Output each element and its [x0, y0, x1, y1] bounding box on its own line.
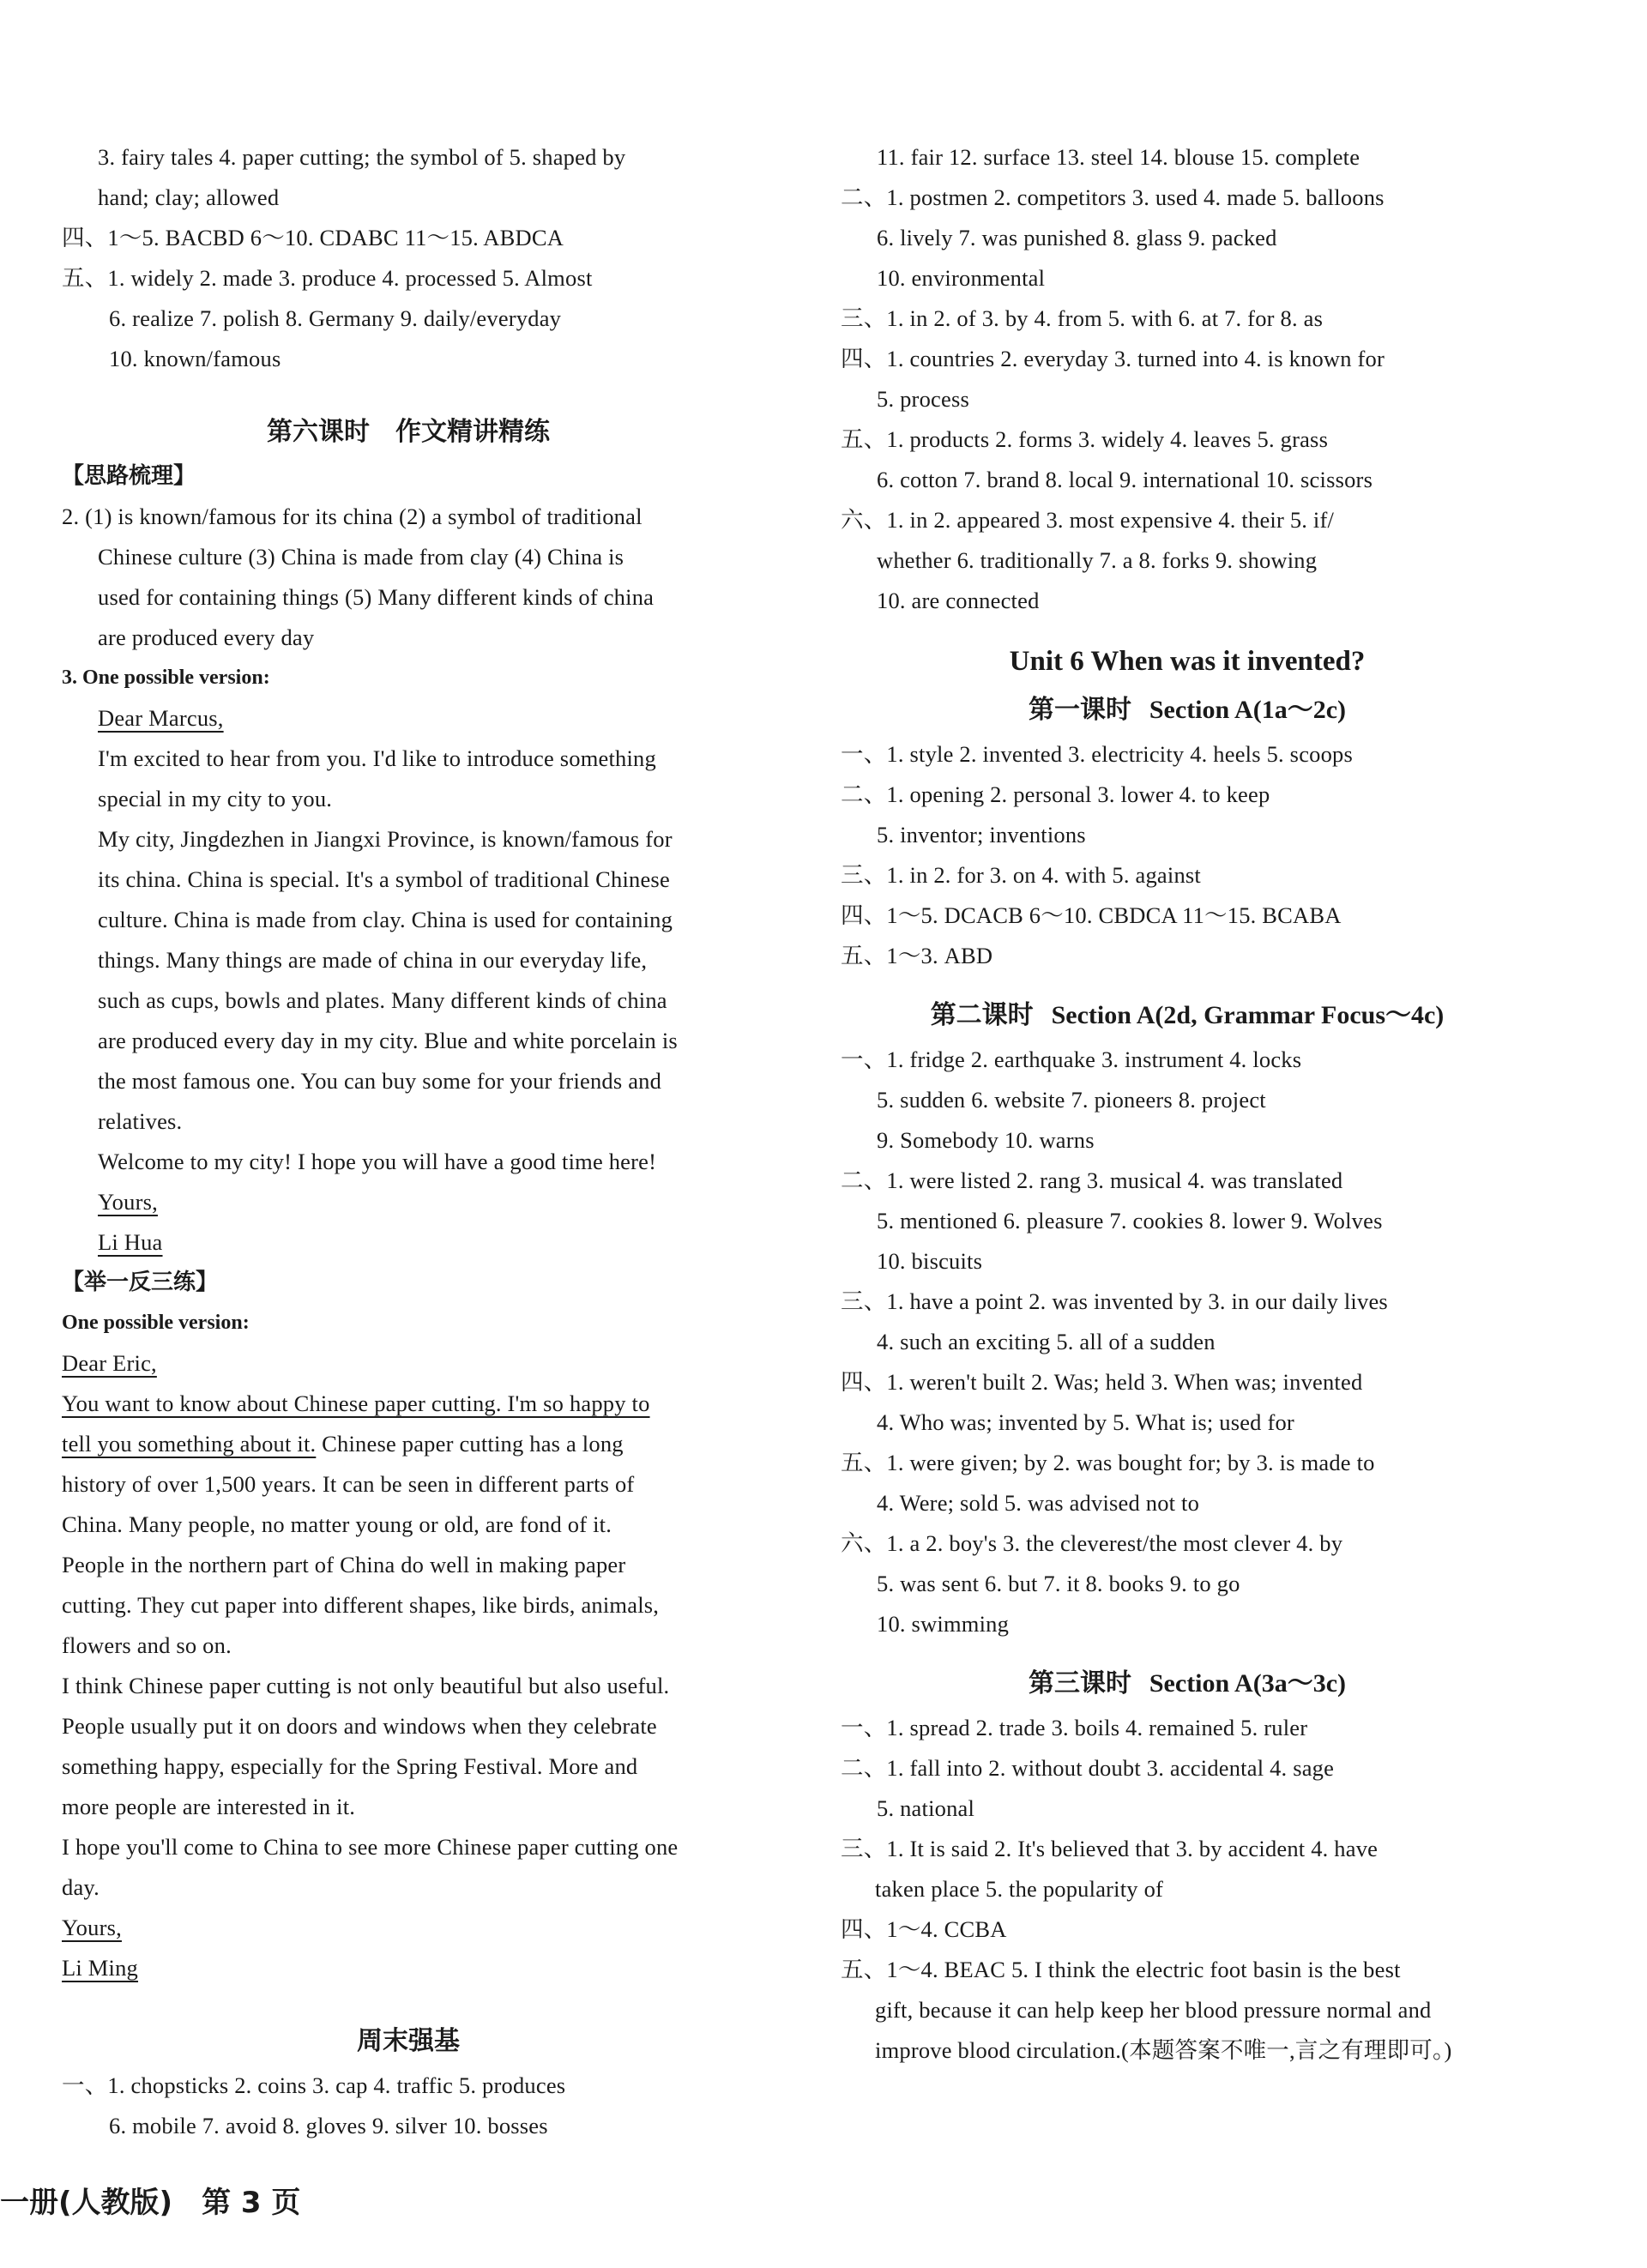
answer-line: 三、1. have a point 2. was invented by 3. in our daily lives: [841, 1288, 1388, 1314]
letter-line: I hope you'll come to China to see more Chinese paper cutting one: [62, 1834, 679, 1860]
answer-line: whether 6. traditionally 7. a 8. forks 9. showing: [877, 547, 1318, 573]
answer-line: 5. national: [877, 1795, 975, 1821]
section-title: 第六课时 作文精讲精练: [267, 417, 550, 447]
answer-line: 六、1. in 2. appeared 3. most expensive 4. their 5. if/: [841, 507, 1335, 533]
answer-line: 5. mentioned 6. pleasure 7. cookies 8. lower 9. Wolves: [877, 1208, 1383, 1234]
letter-line: something happy, especially for the Spring Festival. More and: [62, 1753, 638, 1779]
answer-line: gift, because it can help keep her blood pressure normal and: [875, 1997, 1432, 2023]
letter-line: China. Many people, no matter young or old, are fond of it.: [62, 1511, 612, 1537]
lesson-title: 第三课时 Section A(3a～3c): [1028, 1668, 1347, 1698]
answer-line: 六、1. a 2. boy's 3. the cleverest/the most clever 4. by: [841, 1530, 1343, 1556]
answer-line: 4. Who was; invented by 5. What is; used for: [877, 1409, 1294, 1435]
answer-line: 五、1～3. ABD: [841, 943, 993, 968]
answer-line: 5. was sent 6. but 7. it 8. books 9. to go: [877, 1571, 1240, 1596]
section-heading: 【举一反三练】: [62, 1270, 219, 1295]
letter-line: day.: [62, 1874, 100, 1900]
answer-line: 二、1. postmen 2. competitors 3. used 4. made 5. balloons: [841, 184, 1385, 210]
answer-line: 3. fairy tales 4. paper cutting; the symbol of 5. shaped by: [98, 144, 626, 170]
answer-line: hand; clay; allowed: [98, 184, 280, 210]
letter-line: are produced every day in my city. Blue and white porcelain is: [98, 1028, 678, 1053]
letter-line: more people are interested in it.: [62, 1794, 356, 1819]
right-column: [841, 137, 1534, 2071]
answer-line: 一、1. style 2. invented 3. electricity 4. heels 5. scoops: [841, 741, 1354, 767]
letter-line: My city, Jingdezhen in Jiangxi Province, is known/famous for: [98, 826, 673, 852]
answer-line: 6. lively 7. was punished 8. glass 9. packed: [877, 225, 1277, 250]
answer-line: 4. Were; sold 5. was advised not to: [877, 1490, 1200, 1516]
answer-line: 2. (1) is known/famous for its china (2) a symbol of traditional: [62, 504, 643, 529]
answer-line: 四、1～4. CCBA: [841, 1916, 1007, 1942]
answer-line: 10. known/famous: [109, 346, 281, 371]
answer-line: 一、1. spread 2. trade 3. boils 4. remained 5. ruler: [841, 1715, 1308, 1740]
letter-line: culture. China is made from clay. China is used for containing: [98, 907, 673, 932]
answer-line: 四、1～5. BACBD 6～10. CDABC 11～15. ABDCA: [62, 225, 564, 250]
letter-salutation: Dear Marcus,: [98, 705, 224, 731]
answer-line: 五、1. products 2. forms 3. widely 4. leaves 5. grass: [841, 426, 1329, 452]
letter-line: the most famous one. You can buy some for your friends and: [98, 1068, 662, 1094]
answer-line: 二、1. fall into 2. without doubt 3. accidental 4. sage: [841, 1755, 1335, 1781]
section-heading: 【思路梳理】: [62, 463, 196, 489]
answer-line: 5. process: [877, 386, 969, 412]
letter-line: special in my city to you.: [98, 786, 333, 811]
answer-line: 三、1. in 2. for 3. on 4. with 5. against: [841, 862, 1201, 888]
answer-line: 5. inventor; inventions: [877, 822, 1086, 847]
answer-line: 6. realize 7. polish 8. Germany 9. daily/everyday: [109, 305, 562, 331]
answer-line: are produced every day: [98, 624, 315, 650]
letter-line: flowers and so on.: [62, 1632, 232, 1658]
letter-line: such as cups, bowls and plates. Many different kinds of china: [98, 987, 667, 1013]
lesson-title: 第二课时 Section A(2d, Grammar Focus～4c): [930, 1000, 1445, 1030]
answer-line: 9. Somebody 10. warns: [877, 1127, 1095, 1153]
unit-title: Unit 6 When was it invented?: [1009, 646, 1366, 677]
answer-line: 一、1. chopsticks 2. coins 3. cap 4. traffic 5. produces: [62, 2072, 566, 2098]
lesson-title: 第一课时 Section A(1a～2c): [1028, 695, 1347, 725]
answer-line: used for containing things (5) Many different kinds of china: [98, 584, 655, 610]
page-footer: 一册(人教版) 第 3 页: [0, 2186, 301, 2220]
answer-line: 5. sudden 6. website 7. pioneers 8. project: [877, 1087, 1266, 1113]
answer-line: taken place 5. the popularity of: [875, 1876, 1164, 1902]
letter-line: cutting. They cut paper into different shapes, like birds, animals,: [62, 1592, 660, 1618]
letter-line: relatives.: [98, 1108, 183, 1134]
answer-line: 五、1. were given; by 2. was bought for; by 3. is made to: [841, 1450, 1375, 1475]
answer-line: 四、1. countries 2. everyday 3. turned into 4. is known for: [841, 346, 1385, 371]
answer-line: improve blood circulation.(本题答案不唯一,言之有理即可。): [875, 2037, 1452, 2063]
letter-salutation: Dear Eric,: [62, 1350, 157, 1376]
letter-line: its china. China is special. It's a symbol of traditional Chinese: [98, 866, 670, 892]
letter-line: People in the northern part of China do well in making paper: [62, 1552, 626, 1577]
answer-line: 二、1. were listed 2. rang 3. musical 4. was translated: [841, 1167, 1343, 1193]
answer-line: 10. environmental: [877, 265, 1046, 291]
letter-line: things. Many things are made of china in our everyday life,: [98, 947, 648, 973]
answer-line: 10. are connected: [877, 588, 1040, 613]
letter-line: You want to know about Chinese paper cutting. I'm so happy to: [62, 1390, 650, 1416]
letter-line: I think Chinese paper cutting is not only beautiful but also useful.: [62, 1673, 670, 1698]
possible-version-label: 3. One possible version:: [62, 667, 270, 689]
letter-line: People usually put it on doors and windows when they celebrate: [62, 1713, 657, 1739]
answer-line: 四、1. weren't built 2. Was; held 3. When was; invented: [841, 1369, 1363, 1395]
possible-version-label: One possible version:: [62, 1312, 250, 1334]
left-column: [62, 137, 755, 2146]
answer-line: 6. mobile 7. avoid 8. gloves 9. silver 10. bosses: [109, 2113, 548, 2138]
answer-line: 五、1～4. BEAC 5. I think the electric foot basin is the best: [841, 1957, 1401, 1982]
answer-line: 三、1. in 2. of 3. by 4. from 5. with 6. at 7. for 8. as: [841, 305, 1324, 331]
answer-line: 11. fair 12. surface 13. steel 14. blouse 15. complete: [877, 144, 1360, 170]
answer-line: 10. biscuits: [877, 1248, 983, 1274]
answer-line: 二、1. opening 2. personal 3. lower 4. to keep: [841, 781, 1270, 807]
letter-line: tell you something about it. Chinese paper cutting has a long: [62, 1431, 624, 1457]
letter-close: Yours,: [62, 1915, 122, 1940]
answer-line: 4. such an exciting 5. all of a sudden: [877, 1329, 1216, 1354]
letter-signature: Li Ming: [62, 1955, 139, 1981]
letter-line: history of over 1,500 years. It can be seen in different parts of: [62, 1471, 635, 1497]
answer-line: Chinese culture (3) China is made from clay (4) China is: [98, 544, 624, 570]
answer-line: 三、1. It is said 2. It's believed that 3. by accident 4. have: [841, 1836, 1379, 1861]
answer-line: 10. swimming: [877, 1611, 1010, 1637]
answer-line: 6. cotton 7. brand 8. local 9. international 10. scissors: [877, 467, 1373, 492]
section-title: 周末强基: [357, 2026, 460, 2056]
letter-line: Welcome to my city! I hope you will have a good time here!: [98, 1149, 657, 1174]
answer-line: 四、1～5. DCACB 6～10. CBDCA 11～15. BCABA: [841, 902, 1342, 928]
letter-line: I'm excited to hear from you. I'd like to introduce something: [98, 745, 656, 771]
answer-line: 一、1. fridge 2. earthquake 3. instrument 4. locks: [841, 1047, 1302, 1072]
answer-line: 五、1. widely 2. made 3. produce 4. processed 5. Almost: [62, 265, 593, 291]
letter-close: Yours,: [98, 1189, 158, 1215]
letter-signature: Li Hua: [98, 1229, 163, 1255]
